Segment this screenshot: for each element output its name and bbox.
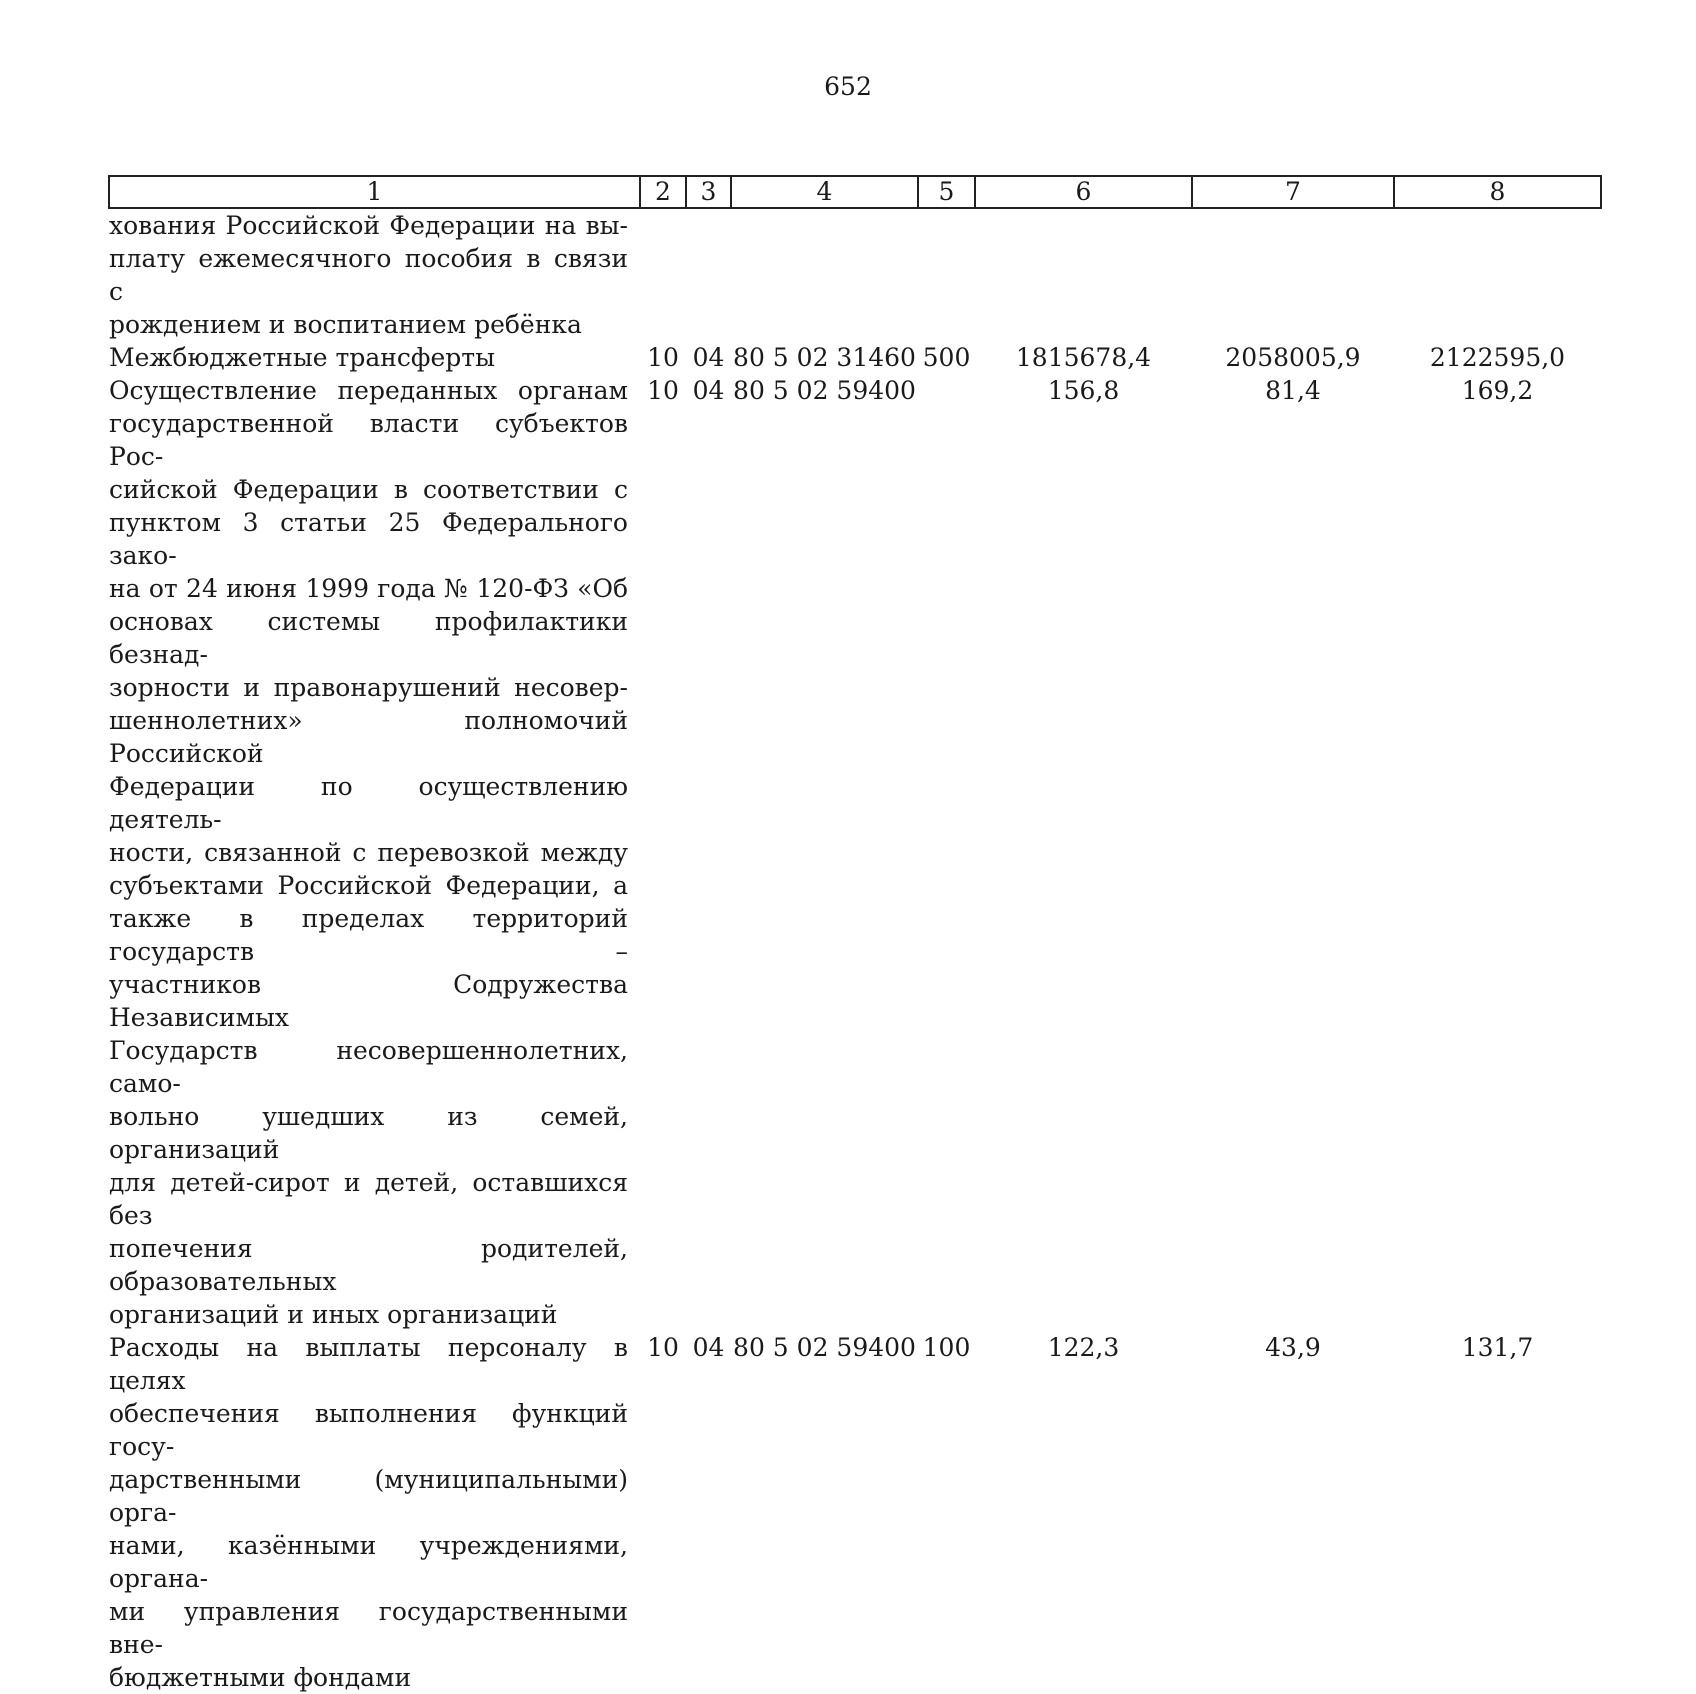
table-row	[109, 1331, 1601, 1694]
column-header: 4	[731, 176, 918, 208]
cell-col-5	[918, 374, 975, 1331]
cell-col-6	[975, 208, 1192, 341]
budget-table	[108, 175, 1602, 1694]
cell-col-3	[686, 208, 731, 341]
column-header: 3	[686, 176, 731, 208]
cell-col-4: 80 5 02 59400	[733, 1333, 916, 1362]
description-line: нами, казёнными учреждениями, органа-	[109, 1531, 628, 1593]
description-line: государственной власти субъектов Рос-	[109, 409, 628, 471]
row-description	[109, 341, 640, 374]
description-line: также в пределах территорий государств –	[109, 904, 628, 966]
description-line: на от 24 июня 1999 года № 120-ФЗ «Об	[109, 574, 628, 603]
description-line: сийской Федерации в соответствии с	[109, 475, 628, 504]
cell-col-2: 10	[647, 1333, 679, 1362]
cell-col-8	[1394, 208, 1601, 341]
cell-col-7: 2058005,9	[1225, 343, 1361, 372]
cell-col-5	[918, 208, 975, 341]
table-body	[109, 208, 1601, 1694]
page-number: 652	[824, 72, 872, 101]
description-line: вольно ушедших из семей, организаций	[109, 1102, 628, 1164]
cell-col-4	[731, 208, 918, 341]
description-line: плату ежемесячного пособия в связи с	[109, 244, 628, 306]
description-line: бюджетными фондами	[109, 1663, 412, 1692]
cell-col-7	[1192, 208, 1394, 341]
cell-col-2: 10	[647, 376, 679, 405]
table-row	[109, 374, 1601, 1331]
cell-col-4: 80 5 02 31460	[733, 343, 916, 372]
column-header: 7	[1192, 176, 1394, 208]
table-header	[109, 176, 1601, 208]
row-description	[109, 1331, 640, 1694]
description-line: для детей-сирот и детей, оставшихся без	[109, 1168, 628, 1230]
cell-col-5: 500	[922, 343, 971, 372]
cell-col-3: 04	[692, 343, 725, 372]
description-line: субъектами Российской Федерации, а	[109, 871, 628, 900]
description-line: участников Содружества Независимых	[109, 970, 628, 1032]
column-header: 1	[109, 176, 640, 208]
description-line: Осуществление переданных органам	[109, 376, 628, 405]
column-header: 6	[975, 176, 1192, 208]
cell-col-7: 43,9	[1265, 1333, 1321, 1362]
description-line: хования Российской Федерации на вы-	[109, 211, 628, 240]
description-line: Федерации по осуществлению деятель-	[109, 772, 628, 834]
cell-col-3: 04	[692, 1333, 725, 1362]
row-description	[109, 374, 640, 1331]
description-line: попечения родителей, образовательных	[109, 1234, 628, 1296]
cell-col-5: 100	[922, 1333, 971, 1362]
description-line: дарственными (муниципальными) орга-	[109, 1465, 628, 1527]
table-row	[109, 208, 1601, 341]
column-header: 5	[918, 176, 975, 208]
cell-col-6: 156,8	[1047, 376, 1120, 405]
column-header: 2	[640, 176, 686, 208]
cell-col-2	[640, 208, 686, 341]
cell-col-8: 169,2	[1461, 376, 1534, 405]
cell-col-3: 04	[692, 376, 725, 405]
description-line: пунктом 3 статьи 25 Федерального зако-	[109, 508, 628, 570]
description-line: ми управления государственными вне-	[109, 1597, 628, 1659]
cell-col-7: 81,4	[1265, 376, 1321, 405]
cell-col-4: 80 5 02 59400	[733, 376, 916, 405]
cell-col-6: 122,3	[1047, 1333, 1120, 1362]
description-line: Государств несовершеннолетних, само-	[109, 1036, 628, 1098]
description-line: обеспечения выполнения функций госу-	[109, 1399, 628, 1461]
table-row	[109, 341, 1601, 374]
description-line: организаций и иных организаций	[109, 1300, 558, 1329]
row-description	[109, 208, 640, 341]
cell-col-8: 131,7	[1461, 1333, 1534, 1362]
description-line: рождением и воспитанием ребёнка	[109, 310, 582, 339]
description-line: Межбюджетные трансферты	[109, 343, 496, 372]
cell-col-6: 1815678,4	[1015, 343, 1152, 372]
description-line: Расходы на выплаты персоналу в целях	[109, 1333, 628, 1395]
description-line: зорности и правонарушений несовер-	[109, 673, 628, 702]
description-line: основах системы профилактики безнад-	[109, 607, 628, 669]
cell-col-8: 2122595,0	[1429, 343, 1566, 372]
cell-col-2: 10	[647, 343, 679, 372]
description-line: шеннолетних» полномочий Российской	[109, 706, 628, 768]
description-line: ности, связанной с перевозкой между	[109, 838, 628, 867]
column-header: 8	[1394, 176, 1601, 208]
